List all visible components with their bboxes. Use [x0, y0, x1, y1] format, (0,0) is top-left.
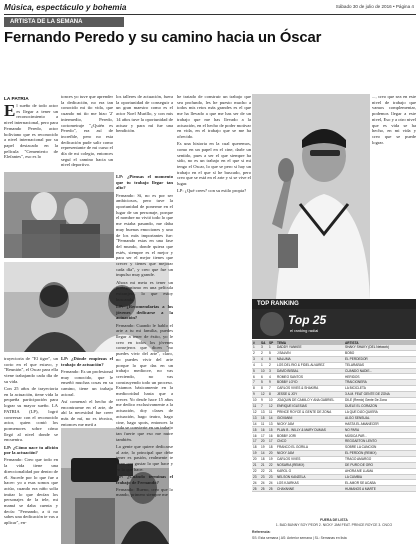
col-last-week: SA — [260, 340, 268, 345]
rank-artist: MÚSICA PAR... — [344, 433, 416, 439]
rank-artist: HERIDOS — [344, 374, 416, 380]
rank-weeks: 19 — [268, 456, 276, 462]
rank-song: GIOVANNI — [276, 415, 344, 421]
col-song: TEMA — [276, 340, 344, 345]
rank-weeks: 3 — [268, 368, 276, 374]
rank-weeks: 16 — [268, 433, 276, 439]
ranking-logo-banner — [252, 309, 416, 339]
article-column-1-lower: trayectoria de "El tigre", un corto en el que estuvo, y "Reunión", el Oscar para ella viene trabajando cada día de su vida. Con 25 años de trayectoria en la actuación, tiene vida la pequeña participación para lograr su mayor sueño. LA PATRIA (LP), logró conversar con el reconocido actor, quien contó los pormenores sobre cómo llegó al nivel donde se encuentra. LP: ¿Cómo nace tu afición por la actuación? Fernando: Creo que todo en la vida tiene una direccionalidad por dentro de él. Sucede por lo que fue a hacer: yo a esas somos que actúo, cuando era niño solía imitar lo que decían los personajes de la tele, mi mamá se daba cuenta y decía: "Fernando, a ti no sabes una dedicación te vas a aplicar", en- — [4, 356, 58, 526]
rank-artist: TRAICIONERA — [344, 380, 416, 386]
rank-weeks: 17 — [268, 439, 276, 445]
rank-position: 19 — [252, 451, 260, 457]
rank-song: LOS KJARKAS — [276, 480, 344, 486]
rank-position: 17 — [252, 439, 260, 445]
rank-weeks: 12 — [268, 403, 276, 409]
ranking-offlist-title: FUERA DE LISTA — [320, 518, 348, 522]
rank-song: ENRIQUE IGLESIAS — [276, 403, 344, 409]
rank-artist: DUELE EL CORAZON — [344, 403, 416, 409]
rank-last-week: 1 — [260, 362, 268, 368]
rank-artist: ALGO SENSUAL — [344, 415, 416, 421]
rank-song: LOS DEL RIO & FIDEL ALVAREZ — [276, 362, 344, 368]
rank-weeks: 7 — [268, 386, 276, 392]
rank-position: 10 — [252, 398, 260, 404]
rank-song: NICKY JAM — [276, 421, 344, 427]
rank-last-week: 21 — [260, 462, 268, 468]
rank-last-week: 20 — [260, 439, 268, 445]
rank-last-week: 7 — [260, 403, 268, 409]
rank-position: 8 — [252, 386, 260, 392]
rank-last-week: 22 — [260, 468, 268, 474]
rank-last-week: 6 — [260, 374, 268, 380]
rank-last-week: 10 — [260, 368, 268, 374]
rank-position: 23 — [252, 474, 260, 480]
rank-last-week: 16 — [260, 427, 268, 433]
rank-weeks: 18 — [268, 445, 276, 451]
rank-artist: LA QUE DIJO QUIERA — [344, 409, 416, 415]
rank-position: 12 — [252, 409, 260, 415]
rank-last-week: 12 — [260, 392, 268, 398]
rank-song: CNCO — [276, 439, 344, 445]
rank-position: 25 — [252, 486, 260, 492]
ranking-table — [252, 340, 416, 492]
rank-artist: EL PERDEDOR — [344, 356, 416, 362]
ranking-logo: Top 25 — [288, 313, 327, 327]
rank-song: CHAYANNE — [276, 486, 344, 492]
rank-weeks: 22 — [268, 462, 276, 468]
rank-position: 22 — [252, 468, 260, 474]
rank-position: 15 — [252, 427, 260, 433]
rank-artist: AHORA ME LLAMA — [344, 468, 416, 474]
rank-position: 1 — [252, 345, 260, 350]
rank-last-week: 5 — [260, 380, 268, 386]
rank-weeks: 8 — [268, 392, 276, 398]
page-date: Sábado 30 de julio de 2016 • Página 4 — [335, 4, 414, 9]
rank-position: 18 — [252, 445, 260, 451]
rank-weeks: 9 — [268, 380, 276, 386]
rank-song: JOAQUIN DE CAMILO Y ANA GABRIEL — [276, 398, 344, 404]
rank-artist: EL PERDÓN (REMIX) — [344, 451, 416, 457]
rank-position: 7 — [252, 380, 260, 386]
rank-position: 2 — [252, 350, 260, 356]
rank-song: NELSON KANZELA — [276, 474, 344, 480]
ranking-logo-subtitle: el ranking radial — [290, 328, 319, 333]
rank-last-week: 17 — [260, 433, 268, 439]
section-title: Música, espectáculo y bohemia — [4, 3, 127, 12]
ranking-reference: SS: Esta semana | AS: Anterior semana | SL: Semanas en lista — [252, 536, 347, 540]
rank-last-week: 25 — [260, 486, 268, 492]
rank-song: DAVID BISBAL — [276, 368, 344, 374]
rank-last-week: 23 — [260, 474, 268, 480]
rank-song: KAROL G — [276, 468, 344, 474]
article-column-2-lower: LP: ¿Dónde empiezas el trabajo de actuación? Fernando: Es un profesional muy conocido, que le enseñó muchas cosas en su camino, tiene un trabajo actoral. Así comenzó el hecho de encontrarme en el arte, de ahí la necesidad fue creer más de mí, no es técnica, entonces me metí a — [61, 356, 113, 426]
rank-artist: TRAGO AMARGO — [344, 456, 416, 462]
rank-weeks: 11 — [268, 409, 276, 415]
rank-song: BOBBY JORI — [276, 433, 344, 439]
rank-artist: EL AMOR SE ACABA — [344, 480, 416, 486]
rank-last-week: 8 — [260, 386, 268, 392]
rank-song: CARLOS VIVES — [276, 456, 344, 462]
rank-last-week: 19 — [260, 445, 268, 451]
rank-position: 21 — [252, 462, 260, 468]
article-column-1-intro — [4, 103, 58, 172]
rank-song: NICKY JAM — [276, 451, 344, 457]
rank-artist: HASTA EL AMANECER — [344, 421, 416, 427]
rank-position: 24 — [252, 480, 260, 486]
rank-position: 11 — [252, 403, 260, 409]
rank-artist: REGGAETON LENTO — [344, 439, 416, 445]
rank-position: 14 — [252, 421, 260, 427]
rank-song: MALUMA — [276, 356, 344, 362]
rank-song: PLAN B - WILLY & MARY DUMAS — [276, 427, 344, 433]
header-divider — [4, 14, 416, 15]
rank-artist: TELARAÑAS — [344, 362, 416, 368]
rank-song: J BALVIN — [276, 350, 344, 356]
rank-last-week: 18 — [260, 456, 268, 462]
rank-weeks: 10 — [268, 398, 276, 404]
rank-last-week: 24 — [260, 480, 268, 486]
article-column-3: LP: ¿Piensas el momento que tu trabajo llegar tan alto? Fernando: Sí, no es por ser ambiciosos, pero tuve la oportunidad de ponerme en el lugar de un personaje, porque el nombre no vivió todo lo que me estaba pasando, me daba muy buenas emociones y uno de los más importantes fue: "Fernando estas en una fase del mundo, donde quiera que estés, siempre es el mejor y para ser el mejor tienes que crecer y tienes que mejorar cada día", y creo que fue un impulso muy grande. Ahora mi meta es tener un protagonismo en una película extranjera, lo que estoy buscando. LP: ¿Recomendarías a los jóvenes dedicarse a la actuación? Fernando: Cuando le hablo el arte a tu mi familia, puedes llegar a tener de éxito, yo le creo en todos los jóvenes consejeros que dicen "no puedes vivir del arte", claro, no puedes vivir del arte porque lo que das en un trabajo mediocre, no vas creciendo, no vas construyendo todo un proceso. Estamos básicamente en la mediocridad hasta que a crecer. Yo desde hace 15 años me dedico exclusivamente a la actuación, doy clases de actuación, hago teatro, hago cine, hago spots, entonces la vida se convierte en un trabajo tan fuerte que eso me nutre también. La gente que quiere dedicarse al arte, lo principal que debe tener es pasión, realmente te tiene que gustar lo que hace y en lo que hace. LP: ¿Cuándo terminas el trabajo de Fernando? Fernando: Bueno, creo que lo mando, primero siempre me — [116, 174, 173, 498]
rank-position: 9 — [252, 392, 260, 398]
rank-song: FRANCO EL GORILA — [276, 445, 344, 451]
rank-artist: LA CUMBIA — [344, 474, 416, 480]
rank-artist: DILE (Remix) Gente De Zona — [344, 398, 416, 404]
ranking-row — [252, 486, 416, 492]
byline: LA PATRIA — [4, 97, 29, 102]
rank-weeks: 21 — [268, 468, 276, 474]
photo-theater-audience — [4, 172, 114, 258]
drop-cap: E — [4, 103, 16, 120]
rank-weeks: 24 — [268, 480, 276, 486]
rank-song: CARLOS VIVES & SHAKIRA — [276, 386, 344, 392]
rank-weeks: 20 — [268, 451, 276, 457]
rank-artist: CUANDO NADIE... — [344, 368, 416, 374]
article-column-2-top: tonces yo tuve que aprender la dedicación, no era tan conocido mi tío vida, que cuando mi tío me hizo '2' intermedio, Peredo, cortometraje "¿Quién es Peredo", era así de increíble, pero no esta dedicación pude salir como representante de mi curso el día de mi colegio, entonces seguí el camino hacia un nivel deportivo. — [61, 94, 113, 168]
rank-artist: DE PURO DE ORO — [344, 462, 416, 468]
rank-song: DADDY YANKEE — [276, 345, 344, 350]
rank-weeks: 14 — [268, 415, 276, 421]
col-weeks: SP — [268, 340, 276, 345]
rank-position: 13 — [252, 415, 260, 421]
ranking-title: TOP RANKING — [252, 299, 416, 309]
rank-weeks: 23 — [268, 474, 276, 480]
rank-weeks: 25 — [268, 486, 276, 492]
rank-artist: 3 A.M. FEAT GENTE DE ZONA — [344, 392, 416, 398]
article-intro: l sueño de todo actor es llegar a tener un reconocimiento a nivel internacional, pero para Fernando Peredo, actor boliviano que es reconocido a nivel internacional por su papel destacado en la película "Cementerio de Elefantes", eso es lo — [4, 103, 58, 160]
article-column-4: he tratado de construir un trabajo que sea profundo, les he puesto mucho a todos mis retos más grandes es el que me ha llevado a que me has ser de un trabajo que me has llevado a la actuación, en el hecho de poder motivar en vida, en el trabajo que se me ha ofrecido. Es una historia en la cual queremos, como en un papel en el cine, darle un sentido, pues a ser el que siempre ha sido, no es un trabajo en el que si mi tengo el Oscar, lo que se pero si hay un trabajo en el que sí he buscado, pero creo que se está en el arte y si se vive el lugar. LP: ¿Qué crees? con su estilo propia? — [177, 94, 251, 194]
rank-artist: NO PARA — [344, 427, 416, 433]
rank-last-week: 4 — [260, 356, 268, 362]
rank-last-week: 14 — [260, 451, 268, 457]
rank-weeks: 4 — [268, 374, 276, 380]
rank-artist: HUMANOS A MARTE — [344, 486, 416, 492]
photo-fernando-trophy — [252, 94, 370, 299]
rank-artist: LA BICICLETA — [344, 386, 416, 392]
rank-artist: BOBO — [344, 350, 416, 356]
article-column-5: ..., creo que sea en este nivel de trabajo que vamos complementar, podemos llegar a este nivel, Eso y a otro nivel que es vida se ha hecho, en mi vida y creo que se puede lograr. — [372, 94, 416, 145]
rank-weeks: 5 — [268, 350, 276, 356]
rank-weeks: 1 — [268, 345, 276, 350]
rank-last-week: 13 — [260, 409, 268, 415]
rank-song: NOSARIA (REMIX) — [276, 462, 344, 468]
rank-position: 3 — [252, 356, 260, 362]
rank-last-week: 2 — [260, 350, 268, 356]
headline: Fernando Peredo y su camino hacia un Óscar — [4, 30, 322, 46]
vinyl-icon — [260, 312, 284, 336]
rank-weeks: 6 — [268, 356, 276, 362]
rank-song: PRINCE ROYCE & GENTE DE ZONA — [276, 409, 344, 415]
rank-last-week: 11 — [260, 421, 268, 427]
rank-position: 16 — [252, 433, 260, 439]
photo-fernando-trophy-image — [252, 94, 370, 299]
rank-position: 6 — [252, 374, 260, 380]
rank-weeks: 2 — [268, 362, 276, 368]
rank-song: BOBBY LOYD — [276, 380, 344, 386]
rank-last-week: 9 — [260, 398, 268, 404]
rank-position: 5 — [252, 368, 260, 374]
rank-artist: SHAKY SHAKY (DEL Network) — [344, 345, 416, 350]
rank-last-week: 15 — [260, 415, 268, 421]
section-banner: ARTISTA DE LA SEMANA — [4, 17, 124, 27]
rank-position: 20 — [252, 456, 260, 462]
rank-song: JESSE & JOY — [276, 392, 344, 398]
col-artist: ARTISTA — [344, 340, 416, 345]
article-column-3-top: los talleres de actuación, fuera la oportunidad de conseguir a un gran maestro como es el actor Noel Murillo, y con mis 14 años tuve la oportunidad de actuar y para mí fue una bendición. — [116, 94, 173, 134]
rank-position: 4 — [252, 362, 260, 368]
rank-last-week: 3 — [260, 345, 268, 350]
ranking-offlist: 1. BAD BUNNY SOY PEOR 2. NICKY JAM FEAT. PRINCE ROYCE 3. CNCO — [275, 523, 393, 527]
col-rank: # — [252, 340, 260, 345]
rank-artist: SOBRE LA CANCION — [344, 445, 416, 451]
ranking-reference-label: Referencia: — [252, 530, 271, 534]
rank-weeks: 15 — [268, 427, 276, 433]
photo-theater-audience-image — [4, 172, 114, 258]
rank-weeks: 13 — [268, 421, 276, 427]
rank-song: ROMEO SANTOS — [276, 374, 344, 380]
